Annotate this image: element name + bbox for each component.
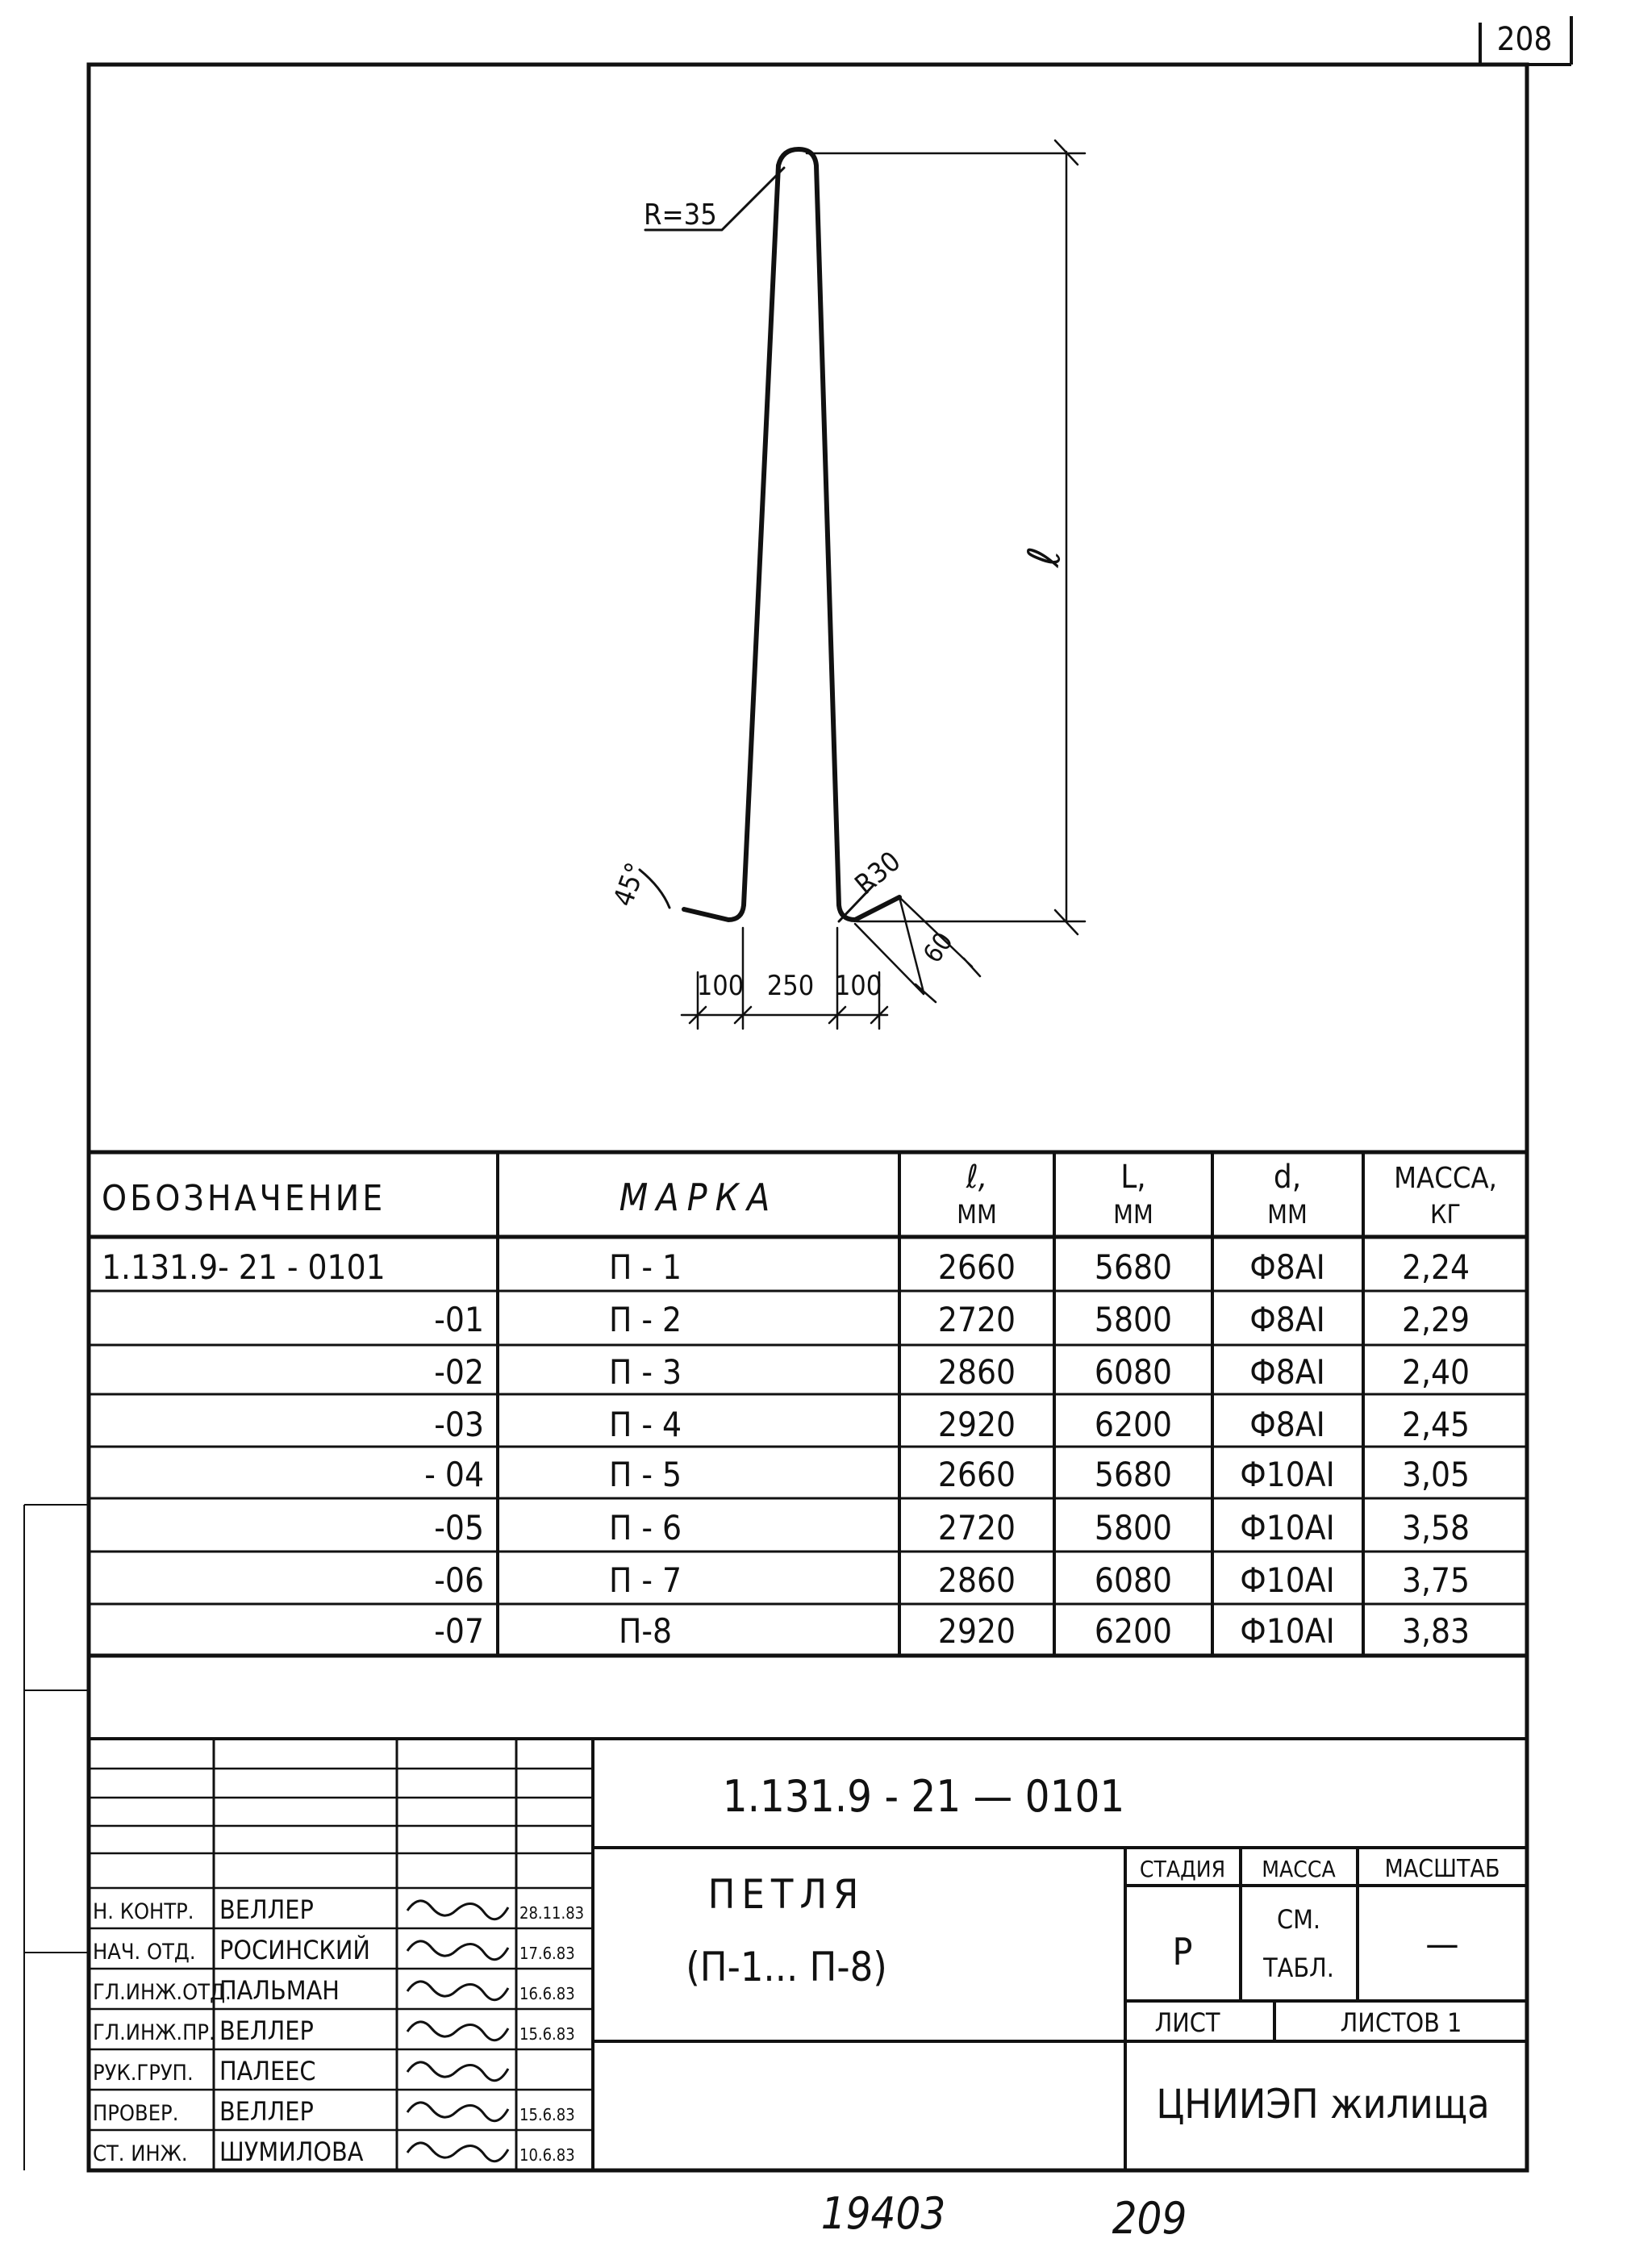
row-d: Ф8АI [1249,1247,1325,1287]
signature-role: ГЛ.ИНЖ.ПР. [93,2020,215,2045]
stage-label: СТАДИЯ [1139,1856,1226,1882]
bottom-left-number: 19403 [820,2188,946,2239]
row-mark: П - 6 [608,1508,682,1548]
signature-scribble [407,1982,508,2000]
row-d: Ф10АI [1240,1508,1335,1548]
product-name: ПЕТЛЯ [707,1871,866,1918]
row-mass: 2,45 [1401,1405,1470,1444]
header-mass: МАССА, [1394,1162,1497,1195]
signature-role: СТ. ИНЖ. [93,2141,188,2166]
row-mark: П - 5 [608,1455,682,1494]
table-row [434,1300,1470,1339]
row-mass: 3,58 [1401,1508,1470,1548]
signature-date: 17.6.83 [519,1944,575,1963]
dim-100-left: 100 [696,970,745,1002]
mass-value-2: ТАБЛ. [1263,1953,1334,1983]
organization: ЦНИИЭП жилища [1156,2081,1490,2128]
row-L: 5680 [1094,1247,1173,1287]
row-mass: 2,29 [1401,1300,1470,1339]
frame-border [89,65,1527,2170]
header-d-unit: ММ [1267,1199,1308,1230]
header-d: d, [1273,1159,1302,1196]
row-mark: П - 3 [608,1352,682,1392]
row-mark: П - 7 [608,1560,682,1600]
row-L: 5800 [1094,1508,1173,1548]
signature-date: 16.6.83 [519,1984,575,2003]
row-L: 6200 [1094,1611,1173,1651]
signature-scribble [407,1901,508,1919]
table-body [102,1247,1470,1651]
radius-top-label: R=35 [644,198,717,232]
row-L: 6200 [1094,1405,1173,1444]
row-d: Ф10АI [1240,1611,1335,1651]
row-designation: -03 [434,1405,484,1444]
table-row [434,1560,1470,1600]
signature-name: РОСИНСКИЙ [219,1935,370,1965]
mass-label: МАССА [1262,1856,1336,1882]
signature-name: ВЕЛЛЕР [219,2015,314,2046]
row-l: 2660 [937,1247,1016,1287]
row-designation: -02 [434,1352,484,1392]
header-mass-unit: КГ [1430,1199,1461,1230]
signature-scribble [407,1941,508,1960]
dim-250: 250 [766,970,815,1002]
stage-value: Р [1172,1930,1193,1974]
header-l-small-unit: ММ [957,1199,997,1230]
table-header [102,1159,1497,1230]
row-mass: 2,24 [1401,1247,1470,1287]
angle-label: 45° [607,858,653,911]
row-designation: -01 [434,1300,484,1339]
doc-code: 1.131.9 - 21 — 0101 [722,1771,1125,1822]
signature-name: ВЕЛЛЕР [219,2096,314,2127]
signature-role: Н. КОНТР. [93,1899,194,1924]
signature-name: ШУМИЛОВА [219,2136,364,2167]
dim-100-right: 100 [834,970,882,1002]
dim-60-label: 60 [916,926,959,969]
header-mark: МАРКА [619,1176,778,1219]
length-dimension-line [807,140,1085,934]
table-row [434,1352,1470,1392]
signature-scribble [407,2143,508,2161]
signature-name: ВЕЛЛЕР [219,1894,314,1925]
row-mark: П - 4 [608,1405,682,1444]
row-d: Ф8АI [1249,1352,1325,1392]
row-designation: -05 [434,1508,484,1548]
row-l: 2720 [937,1300,1016,1339]
signature-role: РУК.ГРУП. [93,2061,194,2086]
row-l: 2920 [937,1405,1016,1444]
row-l: 2860 [937,1352,1016,1392]
row-designation: -07 [434,1611,484,1651]
header-l-big-unit: ММ [1113,1199,1153,1230]
scale-label: МАСШТАБ [1384,1855,1500,1883]
product-range: (П-1... П-8) [686,1944,887,1990]
signature-role: ПРОВЕР. [93,2101,179,2126]
signature-row [93,1935,575,1965]
sheet-number-top: 208 [1496,21,1553,58]
signature-rows [93,1894,584,2167]
row-d: Ф8АI [1249,1300,1325,1339]
row-designation: 1.131.9- 21 - 0101 [102,1247,386,1287]
signature-scribble [407,2103,508,2121]
table-row [434,1405,1470,1444]
bottom-right-number: 209 [1112,2193,1187,2244]
sheet-label: ЛИСТ [1154,2007,1220,2038]
loop-wire [684,149,899,920]
signature-scribble [407,2022,508,2040]
signature-name: ПАЛЬМАН [219,1975,340,2006]
row-L: 5680 [1094,1455,1173,1494]
length-symbol: ℓ [1017,544,1072,570]
row-mass: 2,40 [1401,1352,1470,1392]
radius-bottom-label: R30 [849,845,907,901]
table-row [424,1455,1470,1494]
signature-row [93,2015,575,2046]
binding-margin [24,1505,89,2170]
signature-role: НАЧ. ОТД. [93,1940,196,1965]
row-designation: - 04 [424,1455,484,1494]
row-d: Ф8АI [1249,1405,1325,1444]
signature-name: ПАЛЕЕС [219,2056,316,2086]
sheets-label: ЛИСТОВ 1 [1340,2007,1462,2038]
signature-row [93,1975,575,2006]
signature-row [93,2136,575,2167]
signature-row [93,1894,584,1925]
row-mark: П-8 [618,1611,673,1651]
signature-scribble [407,2062,508,2081]
row-mass: 3,83 [1401,1611,1470,1651]
row-l: 2920 [937,1611,1016,1651]
row-d: Ф10АI [1240,1455,1335,1494]
scale-value: — [1425,1922,1459,1965]
row-d: Ф10АI [1240,1560,1335,1600]
header-l-small: ℓ, [966,1159,988,1196]
row-mass: 3,05 [1401,1455,1470,1494]
signature-date: 10.6.83 [519,2145,575,2165]
row-L: 6080 [1094,1560,1173,1600]
header-designation: ОБОЗНАЧЕНИЕ [102,1178,386,1219]
header-l-big: L, [1120,1159,1146,1196]
signature-row [93,2096,575,2127]
row-L: 6080 [1094,1352,1173,1392]
signature-date: 15.6.83 [519,2024,575,2044]
signature-date: 15.6.83 [519,2105,575,2124]
row-l: 2660 [937,1455,1016,1494]
row-mass: 3,75 [1401,1560,1470,1600]
loop-drawing [640,140,1085,1029]
row-mark: П - 1 [608,1247,682,1287]
row-mark: П - 2 [608,1300,682,1339]
row-l: 2720 [937,1508,1016,1548]
row-designation: -06 [434,1560,484,1600]
table-row [434,1611,1470,1651]
row-l: 2860 [937,1560,1016,1600]
signature-row [93,2056,508,2086]
table-row [102,1247,1470,1287]
row-L: 5800 [1094,1300,1173,1339]
signature-role: ГЛ.ИНЖ.ОТД. [93,1980,232,2005]
table-row [434,1508,1470,1548]
mass-value-1: СМ. [1276,1904,1321,1935]
signature-date: 28.11.83 [519,1903,585,1923]
